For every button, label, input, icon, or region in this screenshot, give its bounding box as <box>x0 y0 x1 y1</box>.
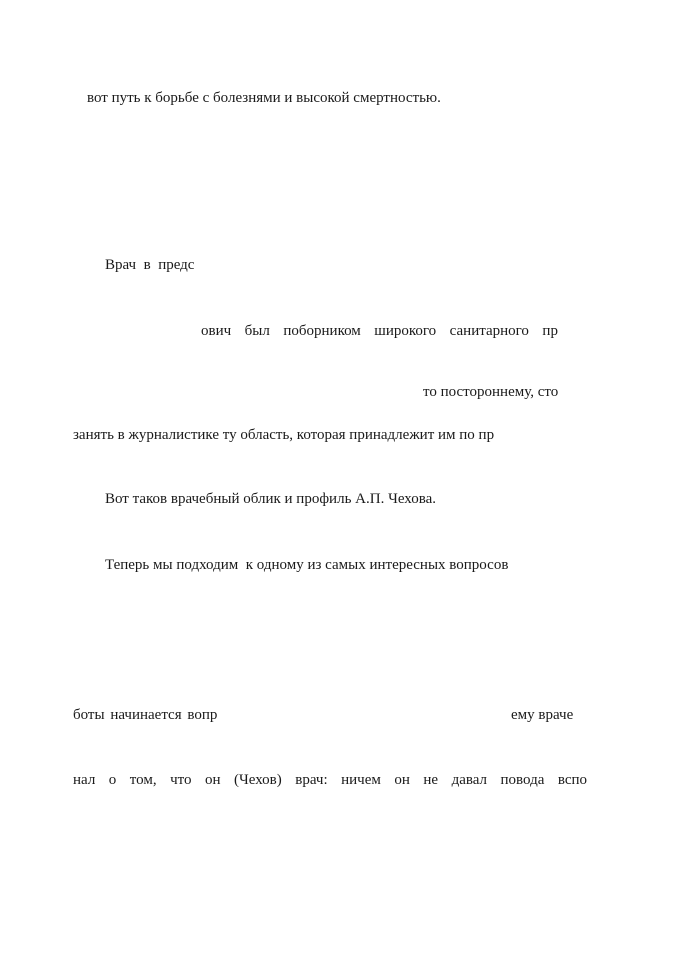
text-line-3: ович был поборником широкого санитарного пр <box>201 323 558 339</box>
text-line-2: Врач в предс <box>105 257 195 273</box>
text-line-4: то постороннему, сто <box>423 384 559 400</box>
text-line-7: Теперь мы подходим к одному из самых интересных вопросов <box>105 557 509 573</box>
text-line-9: нал о том, что он (Чехов) врач: ничем он не давал повода вспо <box>73 772 588 788</box>
text-line-8-left: боты начинается вопр <box>73 707 218 723</box>
text-line-1: вот путь к борьбе с болезнями и высокой смертностью. <box>87 90 441 106</box>
text-line-8-right: ему враче <box>511 707 574 723</box>
text-line-6: Вот таков врачебный облик и профиль А.П. Чехова. <box>105 491 437 507</box>
text-line-5: занять в журналистике ту область, которая принадлежит им по пр <box>73 427 495 443</box>
